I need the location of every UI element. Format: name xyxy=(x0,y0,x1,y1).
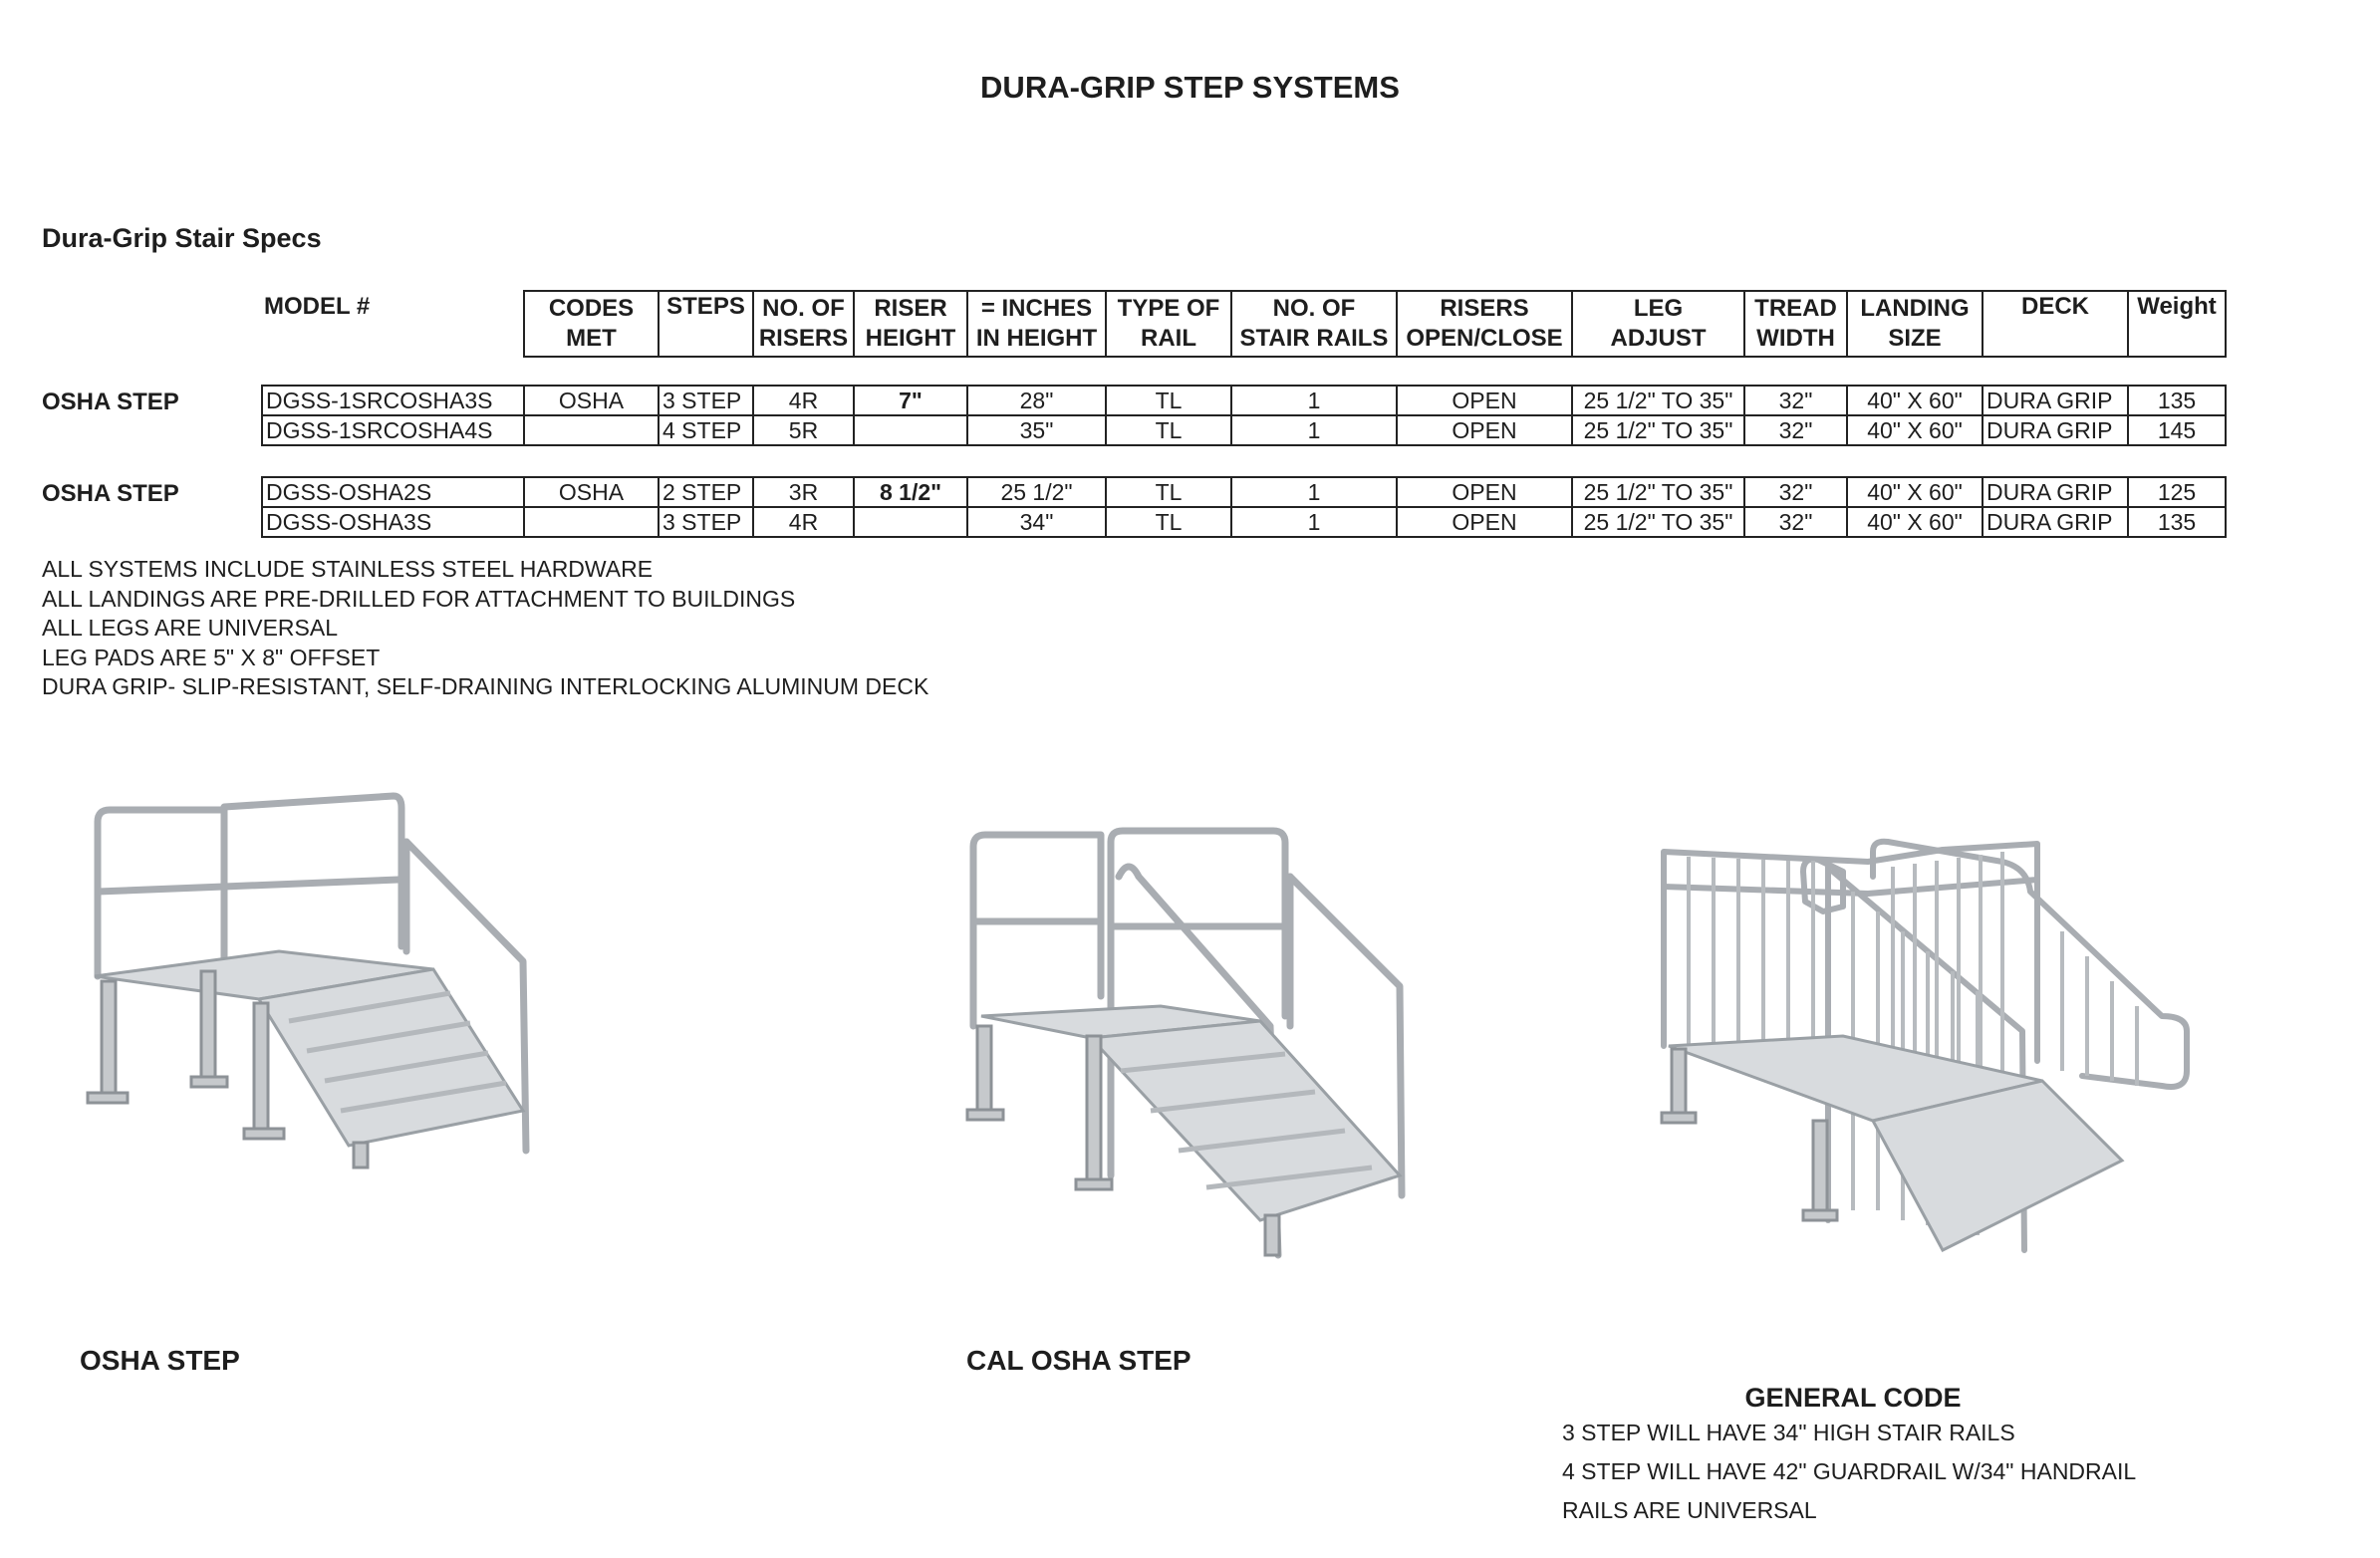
spec-table-group-2 xyxy=(261,476,2227,538)
table-cell: 32" xyxy=(1744,507,1847,537)
table-cell xyxy=(854,507,967,537)
column-header-line1: STEPS xyxy=(666,293,745,320)
column-header xyxy=(1983,291,2128,357)
column-header xyxy=(1847,291,1983,357)
column-header xyxy=(659,291,753,357)
table-cell xyxy=(854,415,967,445)
table-cell: DURA GRIP xyxy=(1983,415,2128,445)
table-cell: 25 1/2" TO 35" xyxy=(1572,477,1744,507)
column-header-line1: CODES xyxy=(548,295,635,322)
table-cell: TL xyxy=(1106,507,1231,537)
column-header-line1: DECK xyxy=(2020,293,2089,320)
table-cell: OPEN xyxy=(1397,477,1572,507)
column-header-line1: = INCHES xyxy=(980,295,1093,322)
table-cell: DURA GRIP xyxy=(1983,386,2128,415)
table-cell: 145 xyxy=(2128,415,2226,445)
column-header-line1: Weight xyxy=(2137,293,2217,320)
table-cell: 40" X 60" xyxy=(1847,415,1983,445)
table-cell: OPEN xyxy=(1397,386,1572,415)
table-cell: 1 xyxy=(1231,507,1397,537)
note-line: ALL LEGS ARE UNIVERSAL xyxy=(42,615,339,641)
column-header xyxy=(1572,291,1744,357)
page-title: DURA-GRIP STEP SYSTEMS xyxy=(980,70,1400,105)
table-cell: OPEN xyxy=(1397,507,1572,537)
column-header-line2: STAIR RAILS xyxy=(1239,325,1389,352)
header-row xyxy=(524,291,2226,357)
table-cell: 8 1/2" xyxy=(854,477,967,507)
table-cell: TL xyxy=(1106,415,1231,445)
table-cell: 7" xyxy=(854,386,967,415)
table-cell: OPEN xyxy=(1397,415,1572,445)
table-cell: 25 1/2" TO 35" xyxy=(1572,507,1744,537)
model-column-header: MODEL # xyxy=(264,293,371,320)
column-header-line1: LEG xyxy=(1633,295,1684,322)
table-cell: OSHA xyxy=(524,386,659,415)
group-label-1: OSHA STEP xyxy=(42,389,179,415)
cal-osha-step-image xyxy=(961,827,1420,1275)
general-code-title: GENERAL CODE xyxy=(1744,1383,1962,1413)
table-cell: 25 1/2" xyxy=(967,477,1106,507)
notes-list xyxy=(42,555,928,702)
table-cell: 35" xyxy=(967,415,1106,445)
table-cell: 32" xyxy=(1744,477,1847,507)
image-caption: CAL OSHA STEP xyxy=(966,1345,1191,1376)
note-line: DURA GRIP- SLIP-RESISTANT, SELF-DRAINING INTERLOCKING ALUMINUM DECK xyxy=(42,673,929,699)
table-cell: 4 STEP xyxy=(659,415,753,445)
column-header xyxy=(524,291,659,357)
table-row xyxy=(262,415,2226,445)
column-header-line2: RAIL xyxy=(1141,325,1196,352)
general-code-line: 4 STEP WILL HAVE 42" GUARDRAIL W/34" HANDRAIL xyxy=(1562,1458,2137,1484)
osha-step-image xyxy=(80,782,548,1180)
column-header xyxy=(2128,291,2226,357)
column-header-line1: LANDING xyxy=(1860,295,1970,322)
general-code-line: RAILS ARE UNIVERSAL xyxy=(1562,1497,1817,1523)
table-cell: 32" xyxy=(1744,386,1847,415)
table-row xyxy=(262,507,2226,537)
section-subtitle: Dura-Grip Stair Specs xyxy=(42,223,322,253)
table-cell: OSHA xyxy=(524,477,659,507)
table-cell: 1 xyxy=(1231,386,1397,415)
model-cell: DGSS-OSHA3S xyxy=(262,507,524,537)
table-cell: 40" X 60" xyxy=(1847,477,1983,507)
note-line: ALL LANDINGS ARE PRE-DRILLED FOR ATTACHMENT TO BUILDINGS xyxy=(42,585,796,612)
table-cell: 135 xyxy=(2128,507,2226,537)
table-cell: 135 xyxy=(2128,386,2226,415)
column-header xyxy=(1231,291,1397,357)
general-code-line: 3 STEP WILL HAVE 34" HIGH STAIR RAILS xyxy=(1562,1420,2015,1445)
table-cell: 4R xyxy=(753,386,854,415)
column-header-line2: MET xyxy=(566,325,617,352)
column-header-line1: NO. OF xyxy=(762,295,845,322)
table-cell: 125 xyxy=(2128,477,2226,507)
column-header xyxy=(1744,291,1847,357)
table-cell: DURA GRIP xyxy=(1983,507,2128,537)
column-header-line1: RISERS xyxy=(1440,295,1529,322)
general-code-notes xyxy=(1562,1414,2136,1530)
table-cell: 25 1/2" TO 35" xyxy=(1572,386,1744,415)
table-cell: 25 1/2" TO 35" xyxy=(1572,415,1744,445)
table-cell xyxy=(524,415,659,445)
column-header-line2: HEIGHT xyxy=(865,325,956,352)
model-cell: DGSS-1SRCOSHA3S xyxy=(262,386,524,415)
table-cell: 5R xyxy=(753,415,854,445)
column-header xyxy=(1397,291,1572,357)
column-header-line2: WIDTH xyxy=(1756,325,1835,352)
table-cell: 1 xyxy=(1231,477,1397,507)
model-cell: DGSS-OSHA2S xyxy=(262,477,524,507)
column-header-line2: RISERS xyxy=(758,325,849,352)
table-cell: 32" xyxy=(1744,415,1847,445)
table-cell: 4R xyxy=(753,507,854,537)
spec-table-group-1 xyxy=(261,385,2227,446)
image-caption: OSHA STEP xyxy=(80,1345,240,1376)
table-cell xyxy=(524,507,659,537)
table-cell: 34" xyxy=(967,507,1106,537)
table-cell: 28" xyxy=(967,386,1106,415)
table-cell: 2 STEP xyxy=(659,477,753,507)
column-header xyxy=(854,291,967,357)
column-header-line2: ADJUST xyxy=(1610,325,1707,352)
spec-table-header xyxy=(523,290,2227,358)
column-header xyxy=(753,291,854,357)
column-header-line1: RISER xyxy=(874,295,947,322)
column-header-line1: TREAD xyxy=(1754,295,1837,322)
table-cell: 40" X 60" xyxy=(1847,386,1983,415)
column-header-line1: NO. OF xyxy=(1272,295,1356,322)
note-line: ALL SYSTEMS INCLUDE STAINLESS STEEL HARDWARE xyxy=(42,556,654,582)
column-header-line1: TYPE OF xyxy=(1117,295,1220,322)
table-cell: 40" X 60" xyxy=(1847,507,1983,537)
table-cell: DURA GRIP xyxy=(1983,477,2128,507)
note-line: LEG PADS ARE 5" X 8" OFFSET xyxy=(42,644,381,670)
column-header-line2: SIZE xyxy=(1888,325,1942,352)
column-header-line2: OPEN/CLOSE xyxy=(1406,325,1563,352)
table-cell: 3R xyxy=(753,477,854,507)
table-cell: 1 xyxy=(1231,415,1397,445)
column-header-line2: IN HEIGHT xyxy=(975,325,1098,352)
column-header xyxy=(1106,291,1231,357)
table-cell: 3 STEP xyxy=(659,386,753,415)
table-row xyxy=(262,477,2226,507)
table-cell: 3 STEP xyxy=(659,507,753,537)
general-code-step-image xyxy=(1644,832,2271,1270)
table-row xyxy=(262,386,2226,415)
table-cell: TL xyxy=(1106,386,1231,415)
group-label-2: OSHA STEP xyxy=(42,480,179,507)
model-cell: DGSS-1SRCOSHA4S xyxy=(262,415,524,445)
column-header xyxy=(967,291,1106,357)
table-cell: TL xyxy=(1106,477,1231,507)
